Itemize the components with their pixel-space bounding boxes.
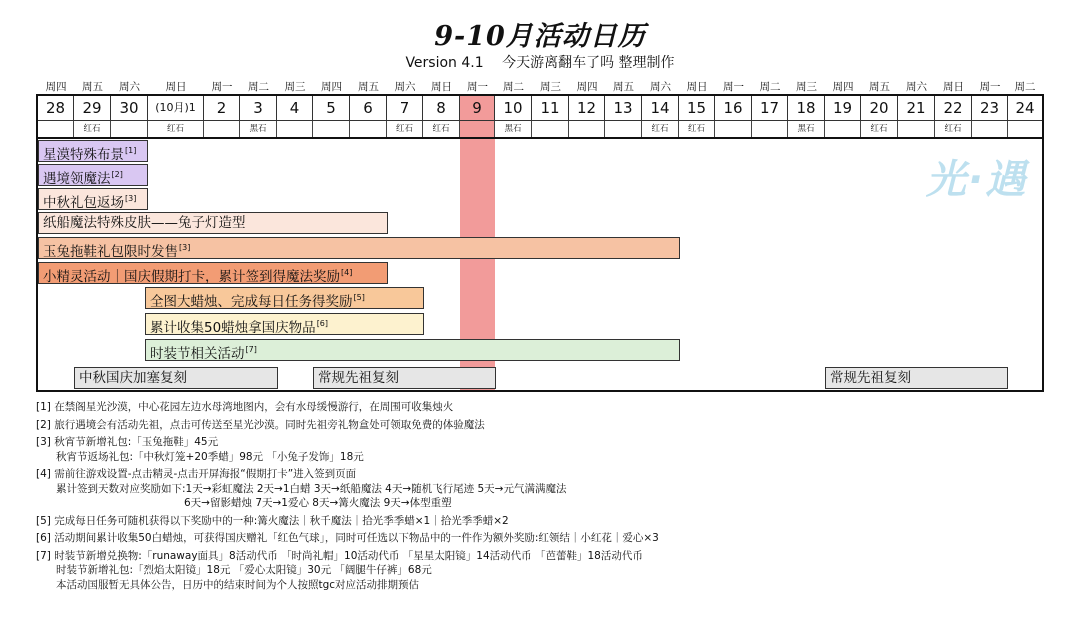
stone-cell bbox=[277, 121, 313, 137]
day-cell: 16 bbox=[715, 96, 752, 120]
note-4: [4] 需前往游戏设置-点击精灵-点击开屏海报“假期打卡”进入签到页面 bbox=[36, 468, 357, 480]
calendar-title: 9-10月活动日历 bbox=[434, 21, 646, 52]
stone-cell: 红石 bbox=[387, 121, 423, 137]
stone-cell bbox=[111, 121, 148, 137]
stone-cell: 黑石 bbox=[788, 121, 825, 137]
stone-cell bbox=[972, 121, 1008, 137]
event-footnote-ref: [3] bbox=[179, 243, 191, 252]
stone-cell bbox=[1008, 121, 1042, 137]
event-bar bbox=[38, 140, 148, 162]
weekday-label: 周二 bbox=[503, 81, 524, 93]
note-2: [2] 旅行遇境会有活动先祖，点击可传送至星光沙漠。同时先祖旁礼物盒处可领取免费的体验魔法 bbox=[36, 418, 485, 431]
weekday-label: 周三 bbox=[796, 81, 817, 93]
version-label: Version 4.1 bbox=[405, 55, 484, 71]
day-cell: 13 bbox=[605, 96, 642, 120]
footnotes bbox=[36, 400, 1036, 592]
game-logo-watermark: 光·遇 bbox=[926, 157, 1028, 203]
event-bar bbox=[38, 164, 148, 186]
subtitle bbox=[0, 52, 1080, 72]
event-label: 玉兔拖鞋礼包限时发售 bbox=[43, 244, 178, 260]
event-bar bbox=[38, 212, 388, 234]
note-4-detail-2: 6天→留影蜡烛 7天→1爱心 8天→篝火魔法 9天→体型重塑 bbox=[184, 497, 452, 509]
event-footnote-ref: [3] bbox=[125, 194, 137, 203]
day-cell: 24 bbox=[1015, 99, 1035, 117]
event-bar bbox=[825, 367, 1008, 389]
note-1: [1] 在禁阁星光沙漠，中心花园左边水母湾地图内，会有水母缓慢游行，在周围可收集烛火 bbox=[36, 401, 454, 413]
day-cell: 20 bbox=[861, 96, 898, 120]
event-label: 常规先祖复刻 bbox=[830, 370, 911, 386]
weekday-label: 周四 bbox=[45, 81, 67, 93]
weekday-label: 周二 bbox=[248, 81, 269, 93]
stone-cell bbox=[38, 121, 74, 137]
weekday-label: 周日 bbox=[943, 81, 964, 93]
event-label: 遇境领魔法 bbox=[43, 171, 111, 187]
stone-cell: 红石 bbox=[642, 121, 679, 137]
stone-cell bbox=[460, 121, 495, 137]
event-bar bbox=[38, 262, 388, 284]
note-7-remark: 本活动国服暂无具体公告，日历中的结束时间为个人按照tgc对应活动排期预估 bbox=[56, 578, 420, 591]
event-bar bbox=[145, 313, 424, 335]
stone-cell bbox=[752, 121, 788, 137]
weekday-label: 周日 bbox=[165, 81, 187, 93]
weekday-label: 周五 bbox=[358, 81, 379, 93]
weekday-label: 周三 bbox=[284, 81, 306, 93]
stone-cell bbox=[715, 121, 752, 137]
weekday-label: 周一 bbox=[723, 81, 744, 93]
stone-cell bbox=[532, 121, 569, 137]
day-cell: 19 bbox=[825, 96, 861, 120]
header-divider bbox=[38, 137, 1042, 139]
day-cell: 10 bbox=[495, 96, 532, 120]
weekday-label: 周六 bbox=[119, 81, 140, 93]
stone-cell: 红石 bbox=[423, 121, 460, 137]
day-cell: 23 bbox=[972, 96, 1008, 120]
event-label: 纸船魔法特殊皮肤——兔子灯造型 bbox=[43, 215, 246, 231]
day-cell: 30 bbox=[111, 96, 148, 120]
stone-cell: 黑石 bbox=[240, 121, 277, 137]
weekday-label: 周一 bbox=[211, 81, 233, 93]
note-4-detail: 累计签到天数对应奖励如下:1天→彩虹魔法 2天→1白蜡 3天→纸船魔法 4天→随机飞行尾迹 5天→元气满满魔法 bbox=[56, 482, 567, 495]
day-cell: 6 bbox=[350, 96, 387, 120]
weekday-label: 周一 bbox=[467, 81, 488, 93]
event-label: 时装节相关活动 bbox=[150, 346, 245, 362]
weekday-label: 周六 bbox=[650, 81, 671, 93]
event-footnote-ref: [6] bbox=[316, 319, 329, 328]
event-bar bbox=[313, 367, 496, 389]
stone-cell: 红石 bbox=[679, 121, 715, 137]
event-footnote-ref: [2] bbox=[111, 170, 123, 179]
event-label: 中秋礼包返场 bbox=[43, 195, 124, 211]
day-cell: 28 bbox=[38, 96, 74, 120]
event-label: 星漠特殊布景 bbox=[43, 147, 124, 163]
weekday-label: 周五 bbox=[869, 81, 890, 93]
note-6: [6] 活动期间累计收集50白蜡烛，可获得国庆赠礼「红色气球」，同时可任选以下物品中的一件作为额外奖励:红领结｜小红花｜爱心×3 bbox=[36, 532, 659, 544]
event-footnote-ref: [1] bbox=[125, 146, 137, 155]
credit-label: 今天游离翻车了吗 整理制作 bbox=[502, 55, 675, 71]
day-cell: 12 bbox=[569, 96, 605, 120]
day-cell: 18 bbox=[788, 96, 825, 120]
stone-cell bbox=[313, 121, 350, 137]
weekday-label: 周二 bbox=[1014, 81, 1036, 93]
weekday-label: 周六 bbox=[394, 81, 416, 93]
day-cell: 4 bbox=[277, 96, 313, 120]
stone-cell: 红石 bbox=[74, 121, 111, 137]
event-label: 全图大蜡烛、完成每日任务得奖励 bbox=[150, 294, 353, 310]
day-cell: 3 bbox=[240, 96, 277, 120]
day-cell: 17 bbox=[752, 96, 788, 120]
day-cell: 14 bbox=[642, 96, 679, 120]
event-label: 累计收集50蜡烛拿国庆物品 bbox=[150, 320, 316, 336]
day-cell: 5 bbox=[313, 96, 350, 120]
event-bar bbox=[74, 367, 278, 389]
weekday-label: 周日 bbox=[686, 81, 708, 93]
weekday-label: 周一 bbox=[979, 81, 1001, 93]
note-7: [7] 时装节新增兑换物:「runaway面具」8活动代币 「时尚礼帽」10活动代币 「星星太阳镜」14活动代币 「芭蕾鞋」18活动代币 bbox=[36, 549, 643, 562]
day-cell: 8 bbox=[423, 96, 460, 120]
event-label: 中秋国庆加塞复刻 bbox=[79, 370, 187, 386]
stone-cell: 红石 bbox=[861, 121, 898, 137]
stone-cell: 红石 bbox=[935, 121, 972, 137]
event-footnote-ref: [7] bbox=[245, 345, 257, 354]
weekday-label: 周五 bbox=[613, 81, 634, 93]
stone-cell bbox=[605, 121, 642, 137]
weekday-label: 周三 bbox=[540, 81, 561, 93]
day-cell: (10月)1 bbox=[148, 96, 204, 120]
day-cell: 29 bbox=[74, 96, 111, 120]
day-cell: 2 bbox=[204, 96, 240, 120]
note-3-detail: 秋宵节返场礼包:「中秋灯笼+20季蜡」98元 「小兔子发饰」18元 bbox=[56, 450, 364, 463]
day-cell-today: 9 bbox=[460, 96, 495, 120]
day-cell: 11 bbox=[532, 96, 569, 120]
stone-cell: 红石 bbox=[148, 121, 204, 137]
weekday-label: 周四 bbox=[832, 81, 854, 93]
day-cell: 7 bbox=[387, 96, 423, 120]
event-bar bbox=[38, 237, 680, 259]
event-footnote-ref: [5] bbox=[353, 293, 365, 302]
day-cell: 15 bbox=[679, 96, 715, 120]
event-label: 常规先祖复刻 bbox=[318, 370, 399, 386]
event-bar bbox=[145, 287, 424, 309]
weekday-label: 周五 bbox=[82, 81, 103, 93]
note-5: [5] 完成每日任务可随机获得以下奖励中的一种:篝火魔法｜秋千魔法｜拾光季季蜡×1｜拾光季季蜡×2 bbox=[36, 514, 509, 527]
event-bar bbox=[38, 188, 148, 210]
stone-cell bbox=[825, 121, 861, 137]
weekday-label: 周日 bbox=[431, 81, 452, 93]
weekday-label: 周四 bbox=[576, 81, 598, 93]
day-cell: 22 bbox=[935, 96, 972, 120]
stone-cell: 黑石 bbox=[495, 121, 532, 137]
day-cell: 21 bbox=[898, 96, 935, 120]
note-7-detail: 时装节新增礼包:「烈焰太阳镜」18元 「爱心太阳镜」30元 「阔腿牛仔裤」68元 bbox=[56, 564, 432, 576]
event-label: 小精灵活动｜国庆假期打卡，累计签到得魔法奖励 bbox=[43, 269, 340, 285]
weekday-label: 周二 bbox=[759, 81, 781, 93]
stone-cell bbox=[350, 121, 387, 137]
note-3: [3] 秋宵节新增礼包:「玉兔拖鞋」45元 bbox=[36, 436, 219, 448]
weekday-label: 周六 bbox=[906, 81, 927, 93]
weekday-label: 周四 bbox=[321, 81, 342, 93]
stone-cell bbox=[898, 121, 935, 137]
event-bar bbox=[145, 339, 680, 361]
stone-cell bbox=[204, 121, 240, 137]
event-footnote-ref: [4] bbox=[341, 268, 353, 277]
stone-cell bbox=[569, 121, 605, 137]
